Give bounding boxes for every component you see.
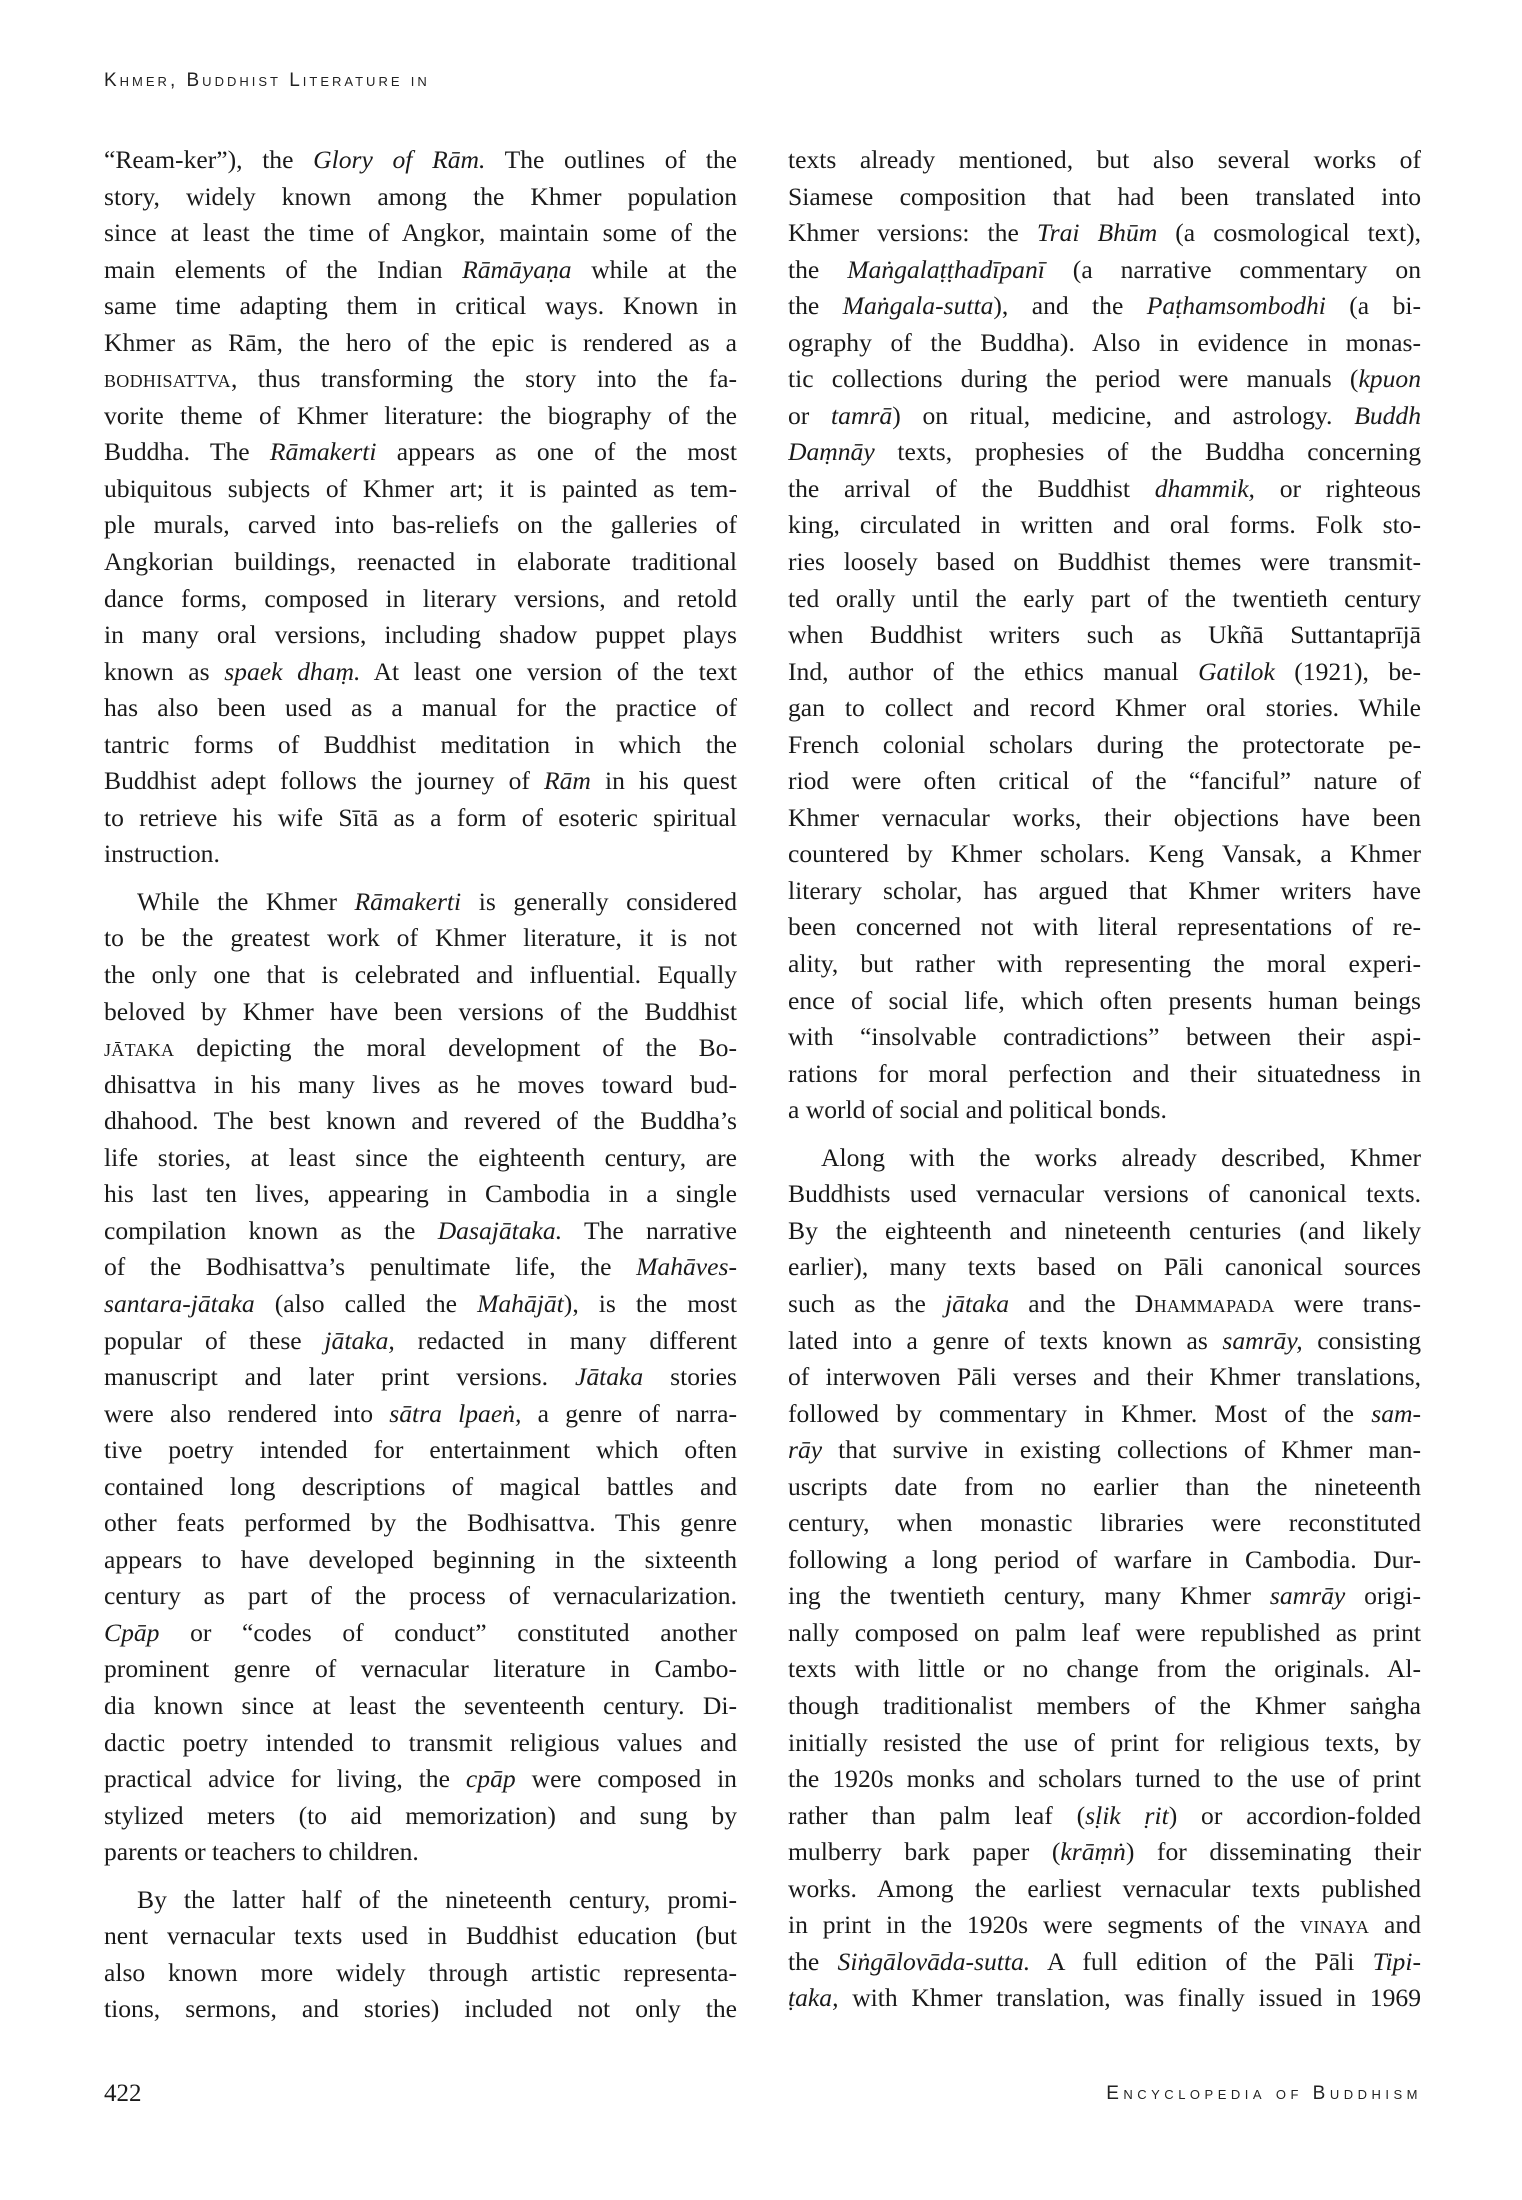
text-run: mulberry bark paper ( bbox=[788, 1837, 1061, 1867]
text-line bbox=[788, 398, 1421, 435]
text-run: manuscript and later print versions. bbox=[104, 1362, 575, 1392]
page-number: 422 bbox=[104, 2080, 142, 2107]
text-line bbox=[788, 581, 1421, 618]
text-run: ality, but rather with representing the moral experi- bbox=[788, 949, 1421, 979]
text-run: (a cosmological text), bbox=[1157, 218, 1421, 248]
text-run: dhisattva in his many lives as he moves toward bud- bbox=[104, 1069, 737, 1099]
text-run: Khmer versions: the bbox=[788, 218, 1037, 248]
text-run: in print in the 1920s were segments of the bbox=[788, 1910, 1301, 1940]
text-line bbox=[104, 763, 737, 800]
text-line bbox=[104, 1651, 737, 1688]
italic-term: Jātaka bbox=[574, 1362, 644, 1392]
text-run: vorite theme of Khmer literature: the biography of the bbox=[104, 400, 737, 430]
text-run: with “insolvable contradictions” between their aspi- bbox=[788, 1022, 1421, 1052]
text-line bbox=[788, 654, 1421, 691]
italic-term: Dasajātaka. bbox=[437, 1215, 563, 1245]
text-line bbox=[788, 434, 1421, 471]
cross-reference: jātaka bbox=[104, 1033, 175, 1063]
text-run: redacted in many different bbox=[394, 1325, 737, 1355]
text-run: dia known since at least the seventeenth century. Di- bbox=[104, 1690, 737, 1720]
italic-term: Paṭhamsombodhi bbox=[1146, 291, 1326, 321]
text-line bbox=[104, 1067, 737, 1104]
text-run: in many oral versions, including shadow puppet plays bbox=[104, 620, 737, 650]
cross-reference: Dhammapada bbox=[1134, 1288, 1275, 1318]
italic-term: tamrā bbox=[831, 400, 893, 430]
text-run: since at least the time of Angkor, maintain some of the bbox=[104, 218, 737, 248]
text-run: life stories, at least since the eighteenth century, are bbox=[104, 1142, 737, 1172]
text-line bbox=[104, 581, 737, 618]
text-line bbox=[104, 1882, 737, 1919]
text-run: the only one that is celebrated and influential. Equally bbox=[104, 960, 737, 990]
text-line bbox=[788, 179, 1421, 216]
text-run: ) on ritual, medicine, and astrology. bbox=[892, 400, 1355, 430]
text-line bbox=[788, 983, 1421, 1020]
text-run: followed by commentary in Khmer. Most of the bbox=[788, 1398, 1372, 1428]
text-run: Khmer vernacular works, their objections have been bbox=[788, 802, 1421, 832]
text-run: ing the twentieth century, many Khmer bbox=[788, 1581, 1270, 1611]
text-run: stories bbox=[643, 1362, 737, 1392]
italic-term: kpuon bbox=[1358, 364, 1421, 394]
text-run: of the Bodhisattva’s penultimate life, the bbox=[104, 1252, 637, 1282]
text-run: popular of these bbox=[104, 1325, 325, 1355]
text-run: (also called the bbox=[254, 1288, 478, 1318]
italic-term: rāy bbox=[788, 1435, 823, 1465]
italic-term: Mahājāt bbox=[477, 1288, 564, 1318]
text-line bbox=[104, 1286, 737, 1323]
italic-term: Mahāves- bbox=[636, 1252, 737, 1282]
text-line bbox=[104, 142, 737, 179]
text-line bbox=[788, 1505, 1421, 1542]
text-run: when Buddhist writers such as Ukñā Suttantaprījā bbox=[788, 620, 1421, 650]
text-line bbox=[104, 1030, 737, 1067]
text-line bbox=[788, 1615, 1421, 1652]
text-run: stylized meters (to aid memorization) and sung by bbox=[104, 1800, 737, 1830]
text-line bbox=[788, 1578, 1421, 1615]
text-run: ography of the Buddha). Also in evidence in monas- bbox=[788, 327, 1421, 357]
text-run: dactic poetry intended to transmit religious values and bbox=[104, 1727, 737, 1757]
text-run: or righteous bbox=[1254, 473, 1421, 503]
text-line bbox=[788, 1213, 1421, 1250]
paragraph-gap bbox=[788, 1129, 1421, 1140]
text-run: ted orally until the early part of the twentieth century bbox=[788, 583, 1421, 613]
text-run: practical advice for living, the bbox=[104, 1764, 466, 1794]
italic-term: Tipi- bbox=[1372, 1946, 1421, 1976]
text-line bbox=[104, 1725, 737, 1762]
text-line bbox=[104, 1834, 737, 1871]
text-line bbox=[788, 325, 1421, 362]
italic-term: samrāy, bbox=[1222, 1325, 1303, 1355]
italic-term: Trai Bhūm bbox=[1036, 218, 1158, 248]
text-line bbox=[104, 1955, 737, 1992]
text-line bbox=[788, 544, 1421, 581]
text-line bbox=[104, 252, 737, 289]
text-run: a genre of narra- bbox=[521, 1398, 737, 1428]
text-line bbox=[788, 1651, 1421, 1688]
text-run: king, circulated in written and oral forms. Folk sto- bbox=[788, 510, 1421, 540]
text-line bbox=[104, 1688, 737, 1725]
text-line bbox=[788, 1980, 1421, 2017]
text-run: has also been used as a manual for the practice of bbox=[104, 693, 737, 723]
text-line bbox=[104, 1249, 737, 1286]
text-run: ple murals, carved into bas-reliefs on the galleries of bbox=[104, 510, 737, 540]
text-line bbox=[788, 873, 1421, 910]
text-line bbox=[104, 1432, 737, 1469]
running-head: Khmer, Buddhist Literature in bbox=[104, 70, 430, 91]
cross-reference: vinaya bbox=[1300, 1910, 1370, 1940]
text-line bbox=[104, 1176, 737, 1213]
text-line bbox=[788, 142, 1421, 179]
paragraph bbox=[104, 142, 737, 873]
text-line bbox=[104, 179, 737, 216]
text-run: Siamese composition that had been translated into bbox=[788, 181, 1421, 211]
text-line bbox=[104, 800, 737, 837]
text-line bbox=[788, 800, 1421, 837]
paragraph-gap bbox=[104, 1871, 737, 1882]
text-line bbox=[788, 1907, 1421, 1944]
text-run: though traditionalist members of the Khmer saṅgha bbox=[788, 1690, 1421, 1720]
text-line bbox=[788, 1542, 1421, 1579]
text-run: Buddha. The bbox=[104, 437, 270, 467]
text-run: ence of social life, which often presents human beings bbox=[788, 985, 1421, 1015]
text-run: , thus transforming the story into the fa- bbox=[230, 364, 737, 394]
text-line bbox=[788, 1019, 1421, 1056]
text-line bbox=[104, 434, 737, 471]
text-run: of interwoven Pāli verses and their Khmer translations, bbox=[788, 1362, 1421, 1392]
italic-term: jātaka bbox=[945, 1288, 1010, 1318]
book-title-footer: Encyclopedia of Buddhism bbox=[1106, 2083, 1422, 2104]
text-line bbox=[788, 1056, 1421, 1093]
text-run: lated into a genre of texts known as bbox=[788, 1325, 1223, 1355]
text-line bbox=[788, 1176, 1421, 1213]
text-run: Ind, author of the ethics manual bbox=[788, 656, 1199, 686]
text-run: the 1920s monks and scholars turned to the use of print bbox=[788, 1764, 1421, 1794]
paragraph bbox=[104, 884, 737, 1871]
text-line bbox=[788, 727, 1421, 764]
text-run: (1921), be- bbox=[1274, 656, 1421, 686]
text-run: been concerned not with literal representations of re- bbox=[788, 912, 1421, 942]
text-line bbox=[788, 1092, 1421, 1129]
text-run: tic collections during the period were manuals ( bbox=[788, 364, 1359, 394]
text-line bbox=[788, 288, 1421, 325]
text-run: appears as one of the most bbox=[376, 437, 737, 467]
text-line bbox=[788, 507, 1421, 544]
italic-term: Rāmāyaṇa bbox=[462, 254, 572, 284]
right-column bbox=[788, 142, 1421, 2017]
italic-term: Siṅgālovāda-sutta. bbox=[837, 1946, 1031, 1976]
text-run: century, when monastic libraries were reconstituted bbox=[788, 1508, 1421, 1538]
text-run: such as the bbox=[788, 1288, 946, 1318]
text-line bbox=[788, 1286, 1421, 1323]
text-line bbox=[104, 1505, 737, 1542]
text-line bbox=[104, 1991, 737, 2028]
text-run: were trans- bbox=[1274, 1288, 1421, 1318]
text-line bbox=[788, 1798, 1421, 1835]
text-run: tions, sermons, and stories) included not only the bbox=[104, 1994, 737, 2024]
text-line bbox=[104, 1798, 737, 1835]
text-line bbox=[104, 884, 737, 921]
text-run: texts already mentioned, but also several works of bbox=[788, 145, 1421, 174]
text-line bbox=[104, 325, 737, 362]
text-run: origi- bbox=[1345, 1581, 1421, 1611]
text-line bbox=[788, 1396, 1421, 1433]
text-run: At least one version of the text bbox=[360, 656, 737, 686]
text-run: in his quest bbox=[590, 766, 737, 796]
text-run: countered by Khmer scholars. Keng Vansak, a Khmer bbox=[788, 839, 1421, 869]
italic-term: Maṅgalaṭṭhadīpanī bbox=[847, 254, 1045, 284]
text-line bbox=[104, 398, 737, 435]
text-run: (a bi- bbox=[1325, 291, 1421, 321]
text-run: appears to have developed beginning in the sixteenth bbox=[104, 1544, 737, 1574]
text-run: depicting the moral development of the Bo- bbox=[174, 1033, 737, 1063]
text-run: initially resisted the use of print for religious texts, by bbox=[788, 1727, 1421, 1757]
text-run: or bbox=[788, 400, 832, 430]
italic-term: cpāp bbox=[465, 1764, 516, 1794]
text-run: dance forms, composed in literary versions, and retold bbox=[104, 583, 737, 613]
italic-term: Buddh bbox=[1354, 400, 1421, 430]
text-run: gan to collect and record Khmer oral stories. While bbox=[788, 693, 1421, 723]
text-run: The narrative bbox=[562, 1215, 737, 1245]
text-run: earlier), many texts based on Pāli canonical sources bbox=[788, 1252, 1421, 1282]
text-line bbox=[104, 544, 737, 581]
text-run: to retrieve his wife Sītā as a form of esoteric spiritual bbox=[104, 802, 737, 832]
text-line bbox=[788, 1761, 1421, 1798]
text-line bbox=[104, 361, 737, 398]
text-line bbox=[104, 1359, 737, 1396]
italic-term: Daṃnāy bbox=[788, 437, 875, 467]
text-run: literary scholar, has argued that Khmer writers have bbox=[788, 875, 1421, 905]
text-run: rations for moral perfection and their situatedness in bbox=[788, 1058, 1421, 1088]
text-run: that survive in existing collections of Khmer man- bbox=[822, 1435, 1421, 1465]
text-run: parents or teachers to children. bbox=[104, 1837, 419, 1867]
text-run: known as bbox=[104, 656, 225, 686]
text-run: French colonial scholars during the protectorate pe- bbox=[788, 729, 1421, 759]
text-run: other feats performed by the Bodhisattva. This genre bbox=[104, 1508, 737, 1538]
text-run: also known more widely through artistic representa- bbox=[104, 1957, 737, 1987]
text-line bbox=[788, 215, 1421, 252]
text-line bbox=[104, 727, 737, 764]
text-run: the bbox=[788, 254, 848, 284]
text-run: following a long period of warfare in Cambodia. Dur- bbox=[788, 1544, 1421, 1574]
text-line bbox=[104, 957, 737, 994]
text-run: main elements of the Indian bbox=[104, 254, 463, 284]
text-run: dhahood. The best known and revered of the Buddha’s bbox=[104, 1106, 737, 1136]
italic-term: Rāmakerti bbox=[354, 886, 462, 916]
text-run: tive poetry intended for entertainment which often bbox=[104, 1435, 737, 1465]
text-line bbox=[788, 1688, 1421, 1725]
text-line bbox=[104, 1542, 737, 1579]
text-run: ) or accordion-folded bbox=[1168, 1800, 1421, 1830]
text-run: ubiquitous subjects of Khmer art; it is painted as tem- bbox=[104, 473, 737, 503]
text-run: ), is the most bbox=[563, 1288, 737, 1318]
italic-term: Gatilok bbox=[1198, 656, 1275, 686]
italic-term: samrāy bbox=[1269, 1581, 1346, 1611]
text-run: ries loosely based on Buddhist themes were transmit- bbox=[788, 547, 1421, 577]
text-line bbox=[788, 1834, 1421, 1871]
text-line bbox=[788, 471, 1421, 508]
text-run: The outlines of the bbox=[485, 145, 737, 174]
text-line bbox=[788, 1359, 1421, 1396]
text-line bbox=[104, 690, 737, 727]
text-line bbox=[104, 654, 737, 691]
text-run: Along with the works already described, Khmer bbox=[821, 1142, 1421, 1172]
italic-term: Rām bbox=[543, 766, 591, 796]
text-line bbox=[104, 1103, 737, 1140]
text-run: Khmer as Rām, the hero of the epic is rendered as a bbox=[104, 327, 737, 357]
text-line bbox=[104, 1469, 737, 1506]
text-run: beloved by Khmer have been versions of the Buddhist bbox=[104, 996, 737, 1026]
italic-term: dhammik, bbox=[1154, 473, 1255, 503]
left-column bbox=[104, 142, 737, 2028]
text-line bbox=[104, 1140, 737, 1177]
text-line bbox=[104, 836, 737, 873]
text-run: “Ream-ker”), the bbox=[104, 145, 314, 174]
italic-term: Rāmakerti bbox=[269, 437, 377, 467]
text-line bbox=[788, 361, 1421, 398]
text-run: is generally considered bbox=[461, 886, 737, 916]
text-run: the arrival of the Buddhist bbox=[788, 473, 1155, 503]
text-line bbox=[788, 690, 1421, 727]
text-run: Buddhists used vernacular versions of canonical texts. bbox=[788, 1179, 1421, 1209]
text-run: By the eighteenth and nineteenth centuries (and likely bbox=[788, 1215, 1421, 1245]
text-line bbox=[104, 1213, 737, 1250]
italic-term: santara-jātaka bbox=[104, 1288, 255, 1318]
text-run: Angkorian buildings, reenacted in elaborate traditional bbox=[104, 547, 737, 577]
text-run: ), and the bbox=[993, 291, 1147, 321]
text-run: instruction. bbox=[104, 839, 220, 869]
italic-term: jātaka, bbox=[324, 1325, 395, 1355]
text-line bbox=[788, 836, 1421, 873]
text-run: compilation known as the bbox=[104, 1215, 438, 1245]
text-run: riod were often critical of the “fanciful” nature of bbox=[788, 766, 1421, 796]
text-run: ) for disseminating their bbox=[1125, 1837, 1421, 1867]
text-run: were also rendered into bbox=[104, 1398, 390, 1428]
text-run: while at the bbox=[571, 254, 737, 284]
text-line bbox=[104, 1761, 737, 1798]
text-line bbox=[788, 1725, 1421, 1762]
text-run: same time adapting them in critical ways. Known in bbox=[104, 291, 737, 321]
text-line bbox=[104, 920, 737, 957]
text-line bbox=[104, 1323, 737, 1360]
text-line bbox=[104, 507, 737, 544]
italic-term: Glory of Rām. bbox=[313, 145, 486, 174]
text-line bbox=[788, 909, 1421, 946]
text-line bbox=[788, 1249, 1421, 1286]
italic-term: sātra lpaeṅ, bbox=[389, 1398, 522, 1428]
text-line bbox=[788, 946, 1421, 983]
paragraph bbox=[104, 1882, 737, 2028]
text-run: and the bbox=[1009, 1288, 1135, 1318]
italic-term: ṭaka, bbox=[788, 1983, 839, 2013]
text-line bbox=[104, 1578, 737, 1615]
text-run: the bbox=[788, 1946, 838, 1976]
text-run: with Khmer translation, was finally issued in 1969 bbox=[838, 1983, 1421, 2013]
text-run: tantric forms of Buddhist meditation in which the bbox=[104, 729, 737, 759]
text-line bbox=[104, 994, 737, 1031]
text-run: A full edition of the Pāli bbox=[1030, 1946, 1373, 1976]
text-run: his last ten lives, appearing in Cambodia in a single bbox=[104, 1179, 737, 1209]
text-run: works. Among the earliest vernacular texts published bbox=[788, 1873, 1421, 1903]
italic-term: sam- bbox=[1371, 1398, 1421, 1428]
text-line bbox=[104, 1615, 737, 1652]
text-run: century as part of the process of vernacularization. bbox=[104, 1581, 737, 1611]
text-run: uscripts date from no earlier than the nineteenth bbox=[788, 1471, 1421, 1501]
text-line bbox=[104, 1396, 737, 1433]
text-run: texts with little or no change from the originals. Al- bbox=[788, 1654, 1421, 1684]
italic-term: spaek dhaṃ. bbox=[224, 656, 361, 686]
text-line bbox=[788, 617, 1421, 654]
italic-term: Maṅgala-sutta bbox=[842, 291, 994, 321]
text-line bbox=[788, 763, 1421, 800]
text-run: While the Khmer bbox=[137, 886, 355, 916]
paragraph bbox=[788, 142, 1421, 1129]
text-line bbox=[104, 471, 737, 508]
text-run: and bbox=[1369, 1910, 1421, 1940]
text-run: contained long descriptions of magical battles and bbox=[104, 1471, 737, 1501]
text-run: nally composed on palm leaf were republished as print bbox=[788, 1617, 1421, 1647]
text-run: the bbox=[788, 291, 843, 321]
cross-reference: bodhisattva bbox=[104, 364, 231, 394]
text-line bbox=[788, 252, 1421, 289]
text-run: were composed in bbox=[515, 1764, 737, 1794]
text-line bbox=[788, 1432, 1421, 1469]
paragraph bbox=[788, 1140, 1421, 2017]
italic-term: Cpāp bbox=[104, 1617, 160, 1647]
text-line bbox=[788, 1871, 1421, 1908]
text-run: By the latter half of the nineteenth century, promi- bbox=[137, 1884, 737, 1914]
text-run: story, widely known among the Khmer population bbox=[104, 181, 737, 211]
italic-term: krāṃṅ bbox=[1060, 1837, 1126, 1867]
text-run: nent vernacular texts used in Buddhist education (but bbox=[104, 1921, 737, 1951]
text-run: to be the greatest work of Khmer literature, it is not bbox=[104, 923, 737, 953]
text-line bbox=[104, 215, 737, 252]
text-line bbox=[788, 1944, 1421, 1981]
text-line bbox=[104, 288, 737, 325]
italic-term: sḷik ṛit bbox=[1085, 1800, 1169, 1830]
text-run: Buddhist adept follows the journey of bbox=[104, 766, 544, 796]
text-run: consisting bbox=[1302, 1325, 1421, 1355]
text-line bbox=[788, 1323, 1421, 1360]
text-run: prominent genre of vernacular literature in Cambo- bbox=[104, 1654, 737, 1684]
text-line bbox=[788, 1469, 1421, 1506]
text-run: texts, prophesies of the Buddha concerning bbox=[874, 437, 1421, 467]
text-run: a world of social and political bonds. bbox=[788, 1095, 1167, 1125]
text-line bbox=[104, 1918, 737, 1955]
text-line bbox=[104, 617, 737, 654]
text-run: or “codes of conduct” constituted another bbox=[159, 1617, 737, 1647]
text-run: rather than palm leaf ( bbox=[788, 1800, 1086, 1830]
text-run: (a narrative commentary on bbox=[1044, 254, 1421, 284]
paragraph-gap bbox=[104, 873, 737, 884]
text-line bbox=[788, 1140, 1421, 1177]
